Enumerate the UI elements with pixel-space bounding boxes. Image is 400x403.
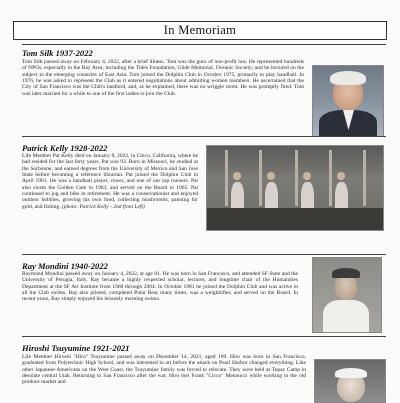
entry-name: Ray Mondini 1940-2022 bbox=[22, 261, 108, 271]
portrait-photo bbox=[312, 65, 384, 137]
entry-name: Hiroshi Tsuyumine 1921-2021 bbox=[22, 343, 130, 353]
entry-text: Raymond Mondini passed away on January 4, 2022, at age 81. He was born in San Francisco, and attended SF State and the University of Perugia, Italy. Ray became a highly respected scholar, lecturer, and longtime chair of the Humanities Department at the SF Art Institute from 1968 through 2004. In October 1981 he joined the Dolphin Club and was active in all the Club swims. Ray also piloted, completed Polar Bear many times, was a weightlifter, and served on the Board. In recent years, Ray simply enjoyed his leisurely morning swims. bbox=[22, 271, 298, 303]
memoriam-entry-tom-silk bbox=[22, 44, 386, 137]
section-header bbox=[13, 21, 387, 40]
entry-text-body: Life Member Pat Kelly died on January 8, 2022, in Chico, California, where he had resided for the last forty years. Pat was 93. Born in Missouri, he studied at the Sorbonne, and earned degrees from the University of Mexico and San Jose State before becoming a reference librarian. Pat joined the Dolphin Club in April 1961. He was a handball player, rower, and one of our top runners. Pat also swam the Golden Gate in 1963, and served on the Board in 1965. Pat continued to jog and bike in retirement. He was a conservationist and enjoyed outdoor hobbies, growing his own food, collecting mushrooms, panning for gold, and fishing. bbox=[22, 153, 198, 210]
entry-text: Life Member Hiroshi "Hiro" Tsuyumine passed away on December 14, 2021, aged 100. Hiro was born in San Francisco, graduated from Polytechnic High School, and was interested in art before the attack on Pearl Harbor changed everything. Like other Japanese-Americans on the West Coast, the Tsuyumine family was forced to relocate. They were held at Topaz Camp in desolate central Utah. Returning to San Francisco after the war, Hiro met Frank "Cicco" Mennucci while working in the old produce market and bbox=[22, 354, 306, 386]
entry-name: Patrick Kelly 1928-2022 bbox=[22, 143, 108, 153]
memoriam-entry-patrick-kelly bbox=[22, 136, 386, 253]
portrait-photo bbox=[314, 359, 386, 403]
memoriam-entry-hiroshi-tsuyumine bbox=[22, 336, 386, 401]
entry-text: Tom Silk passed away on February 4, 2022, after a brief illness. Tom was the guru of non-profit law. He represented hundreds of NPOs, especially in the Bay Area, including the Tides Foundation, Glide Memorial, Oceanic Society; and he lectured on the subject in the emerging countries of East Asia. Tom joined the Dolphin Club in October 1975, primarily to play handball. In 1976, he was asked to represent the Club as it entered negotiations about admitting women members. He ascertained that the City of San Francisco was the Club's landlord, and, as he explained, there was no wriggle room. He was promptly fired. Tom was later married for a while to one of the first ladies to join the Club. bbox=[22, 59, 304, 97]
group-photo bbox=[206, 145, 384, 231]
page-title: In Memoriam bbox=[163, 23, 237, 37]
entry-name: Tom Silk 1937-2022 bbox=[22, 48, 93, 58]
memoriam-entry-ray-mondini bbox=[22, 254, 386, 337]
entry-text bbox=[22, 153, 198, 229]
photo-caption: (photo: Patrick Kelly - 2nd from Left) bbox=[61, 203, 145, 210]
portrait-photo bbox=[312, 257, 382, 333]
